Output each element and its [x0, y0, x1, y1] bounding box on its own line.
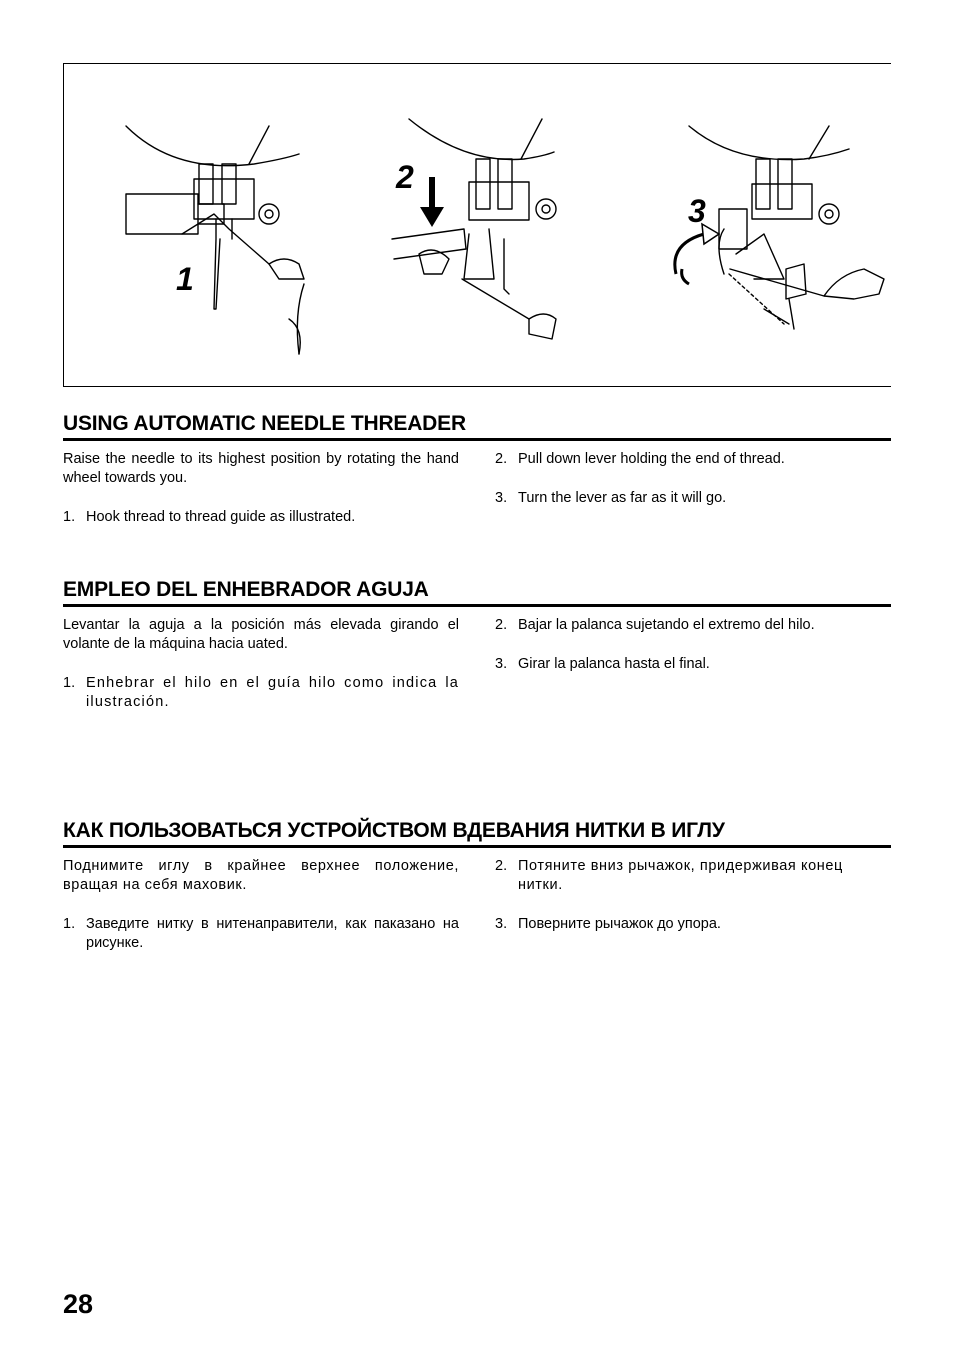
step-text: Bajar la palanca sujetando el extremo del hilo. [518, 617, 815, 633]
step-2-numeral: 2 [396, 159, 414, 195]
step-number: 1. [63, 509, 76, 525]
page-number: 28 [63, 1289, 94, 1319]
step-item [63, 674, 459, 712]
step-number: 1. [63, 675, 76, 691]
left-column [63, 450, 459, 527]
panel-3-drawing [689, 126, 884, 329]
section-title: EMPLEO DEL ENHEBRADOR AGUJA [63, 578, 891, 607]
step-text: Hook thread to thread guide as illustrated. [86, 509, 356, 525]
section-spanish [63, 578, 891, 710]
step-number: 2. [495, 451, 508, 467]
section-russian [63, 819, 891, 951]
step-number: 1. [63, 916, 76, 932]
right-column [495, 616, 891, 674]
step-text: Заведите нитку в нитенаправители, как паказано на рисунке. [86, 916, 459, 951]
step-item [495, 655, 891, 674]
right-column [495, 450, 891, 508]
step-text: Enhebrar el hilo en el guía hilo como indica la ilustración. [86, 675, 459, 710]
step-number: 3. [495, 916, 508, 932]
rotate-arrow-icon [675, 224, 719, 284]
step-item [63, 508, 459, 527]
step-text: Потяните вниз рычажок, придерживая конец нитки. [518, 858, 843, 893]
intro-text: Поднимите иглу в крайнее верхнее положение, вращая на себя маховик. [63, 858, 459, 893]
step-3-numeral: 3 [688, 193, 706, 229]
step-text: Girar la palanca hasta el final. [518, 656, 710, 672]
step-item [495, 450, 891, 469]
panel-2-drawing [392, 119, 556, 339]
step-number: 2. [495, 617, 508, 633]
step-text: Поверните рычажок до упора. [518, 916, 721, 932]
step-item [63, 915, 459, 953]
step-text: Turn the lever as far as it will go. [518, 490, 727, 506]
intro-text: Levantar la aguja a la posición más elevada girando el volante de la máquina hacia uated. [63, 617, 459, 652]
threading-illustration [63, 63, 891, 387]
down-arrow-icon [420, 177, 444, 227]
step-item [495, 857, 891, 895]
step-number: 3. [495, 490, 508, 506]
step-text: Pull down lever holding the end of thread. [518, 451, 785, 467]
left-column [63, 616, 459, 712]
intro-text: Raise the needle to its highest position by rotating the hand wheel towards you. [63, 451, 459, 486]
step-number: 2. [495, 858, 508, 874]
illustration-svg [64, 64, 892, 388]
section-title: USING AUTOMATIC NEEDLE THREADER [63, 412, 891, 441]
section-title: КАК ПОЛЬЗОВАТЬСЯ УСТРОЙСТВОМ ВДЕВАНИЯ НИТКИ В ИГЛУ [63, 819, 891, 848]
step-number: 3. [495, 656, 508, 672]
right-column [495, 857, 891, 934]
step-item [495, 489, 891, 508]
section-english [63, 412, 891, 525]
step-item [495, 915, 891, 934]
left-column [63, 857, 459, 953]
step-item [495, 616, 891, 635]
panel-1-drawing [126, 126, 304, 354]
step-1-numeral: 1 [176, 261, 194, 297]
